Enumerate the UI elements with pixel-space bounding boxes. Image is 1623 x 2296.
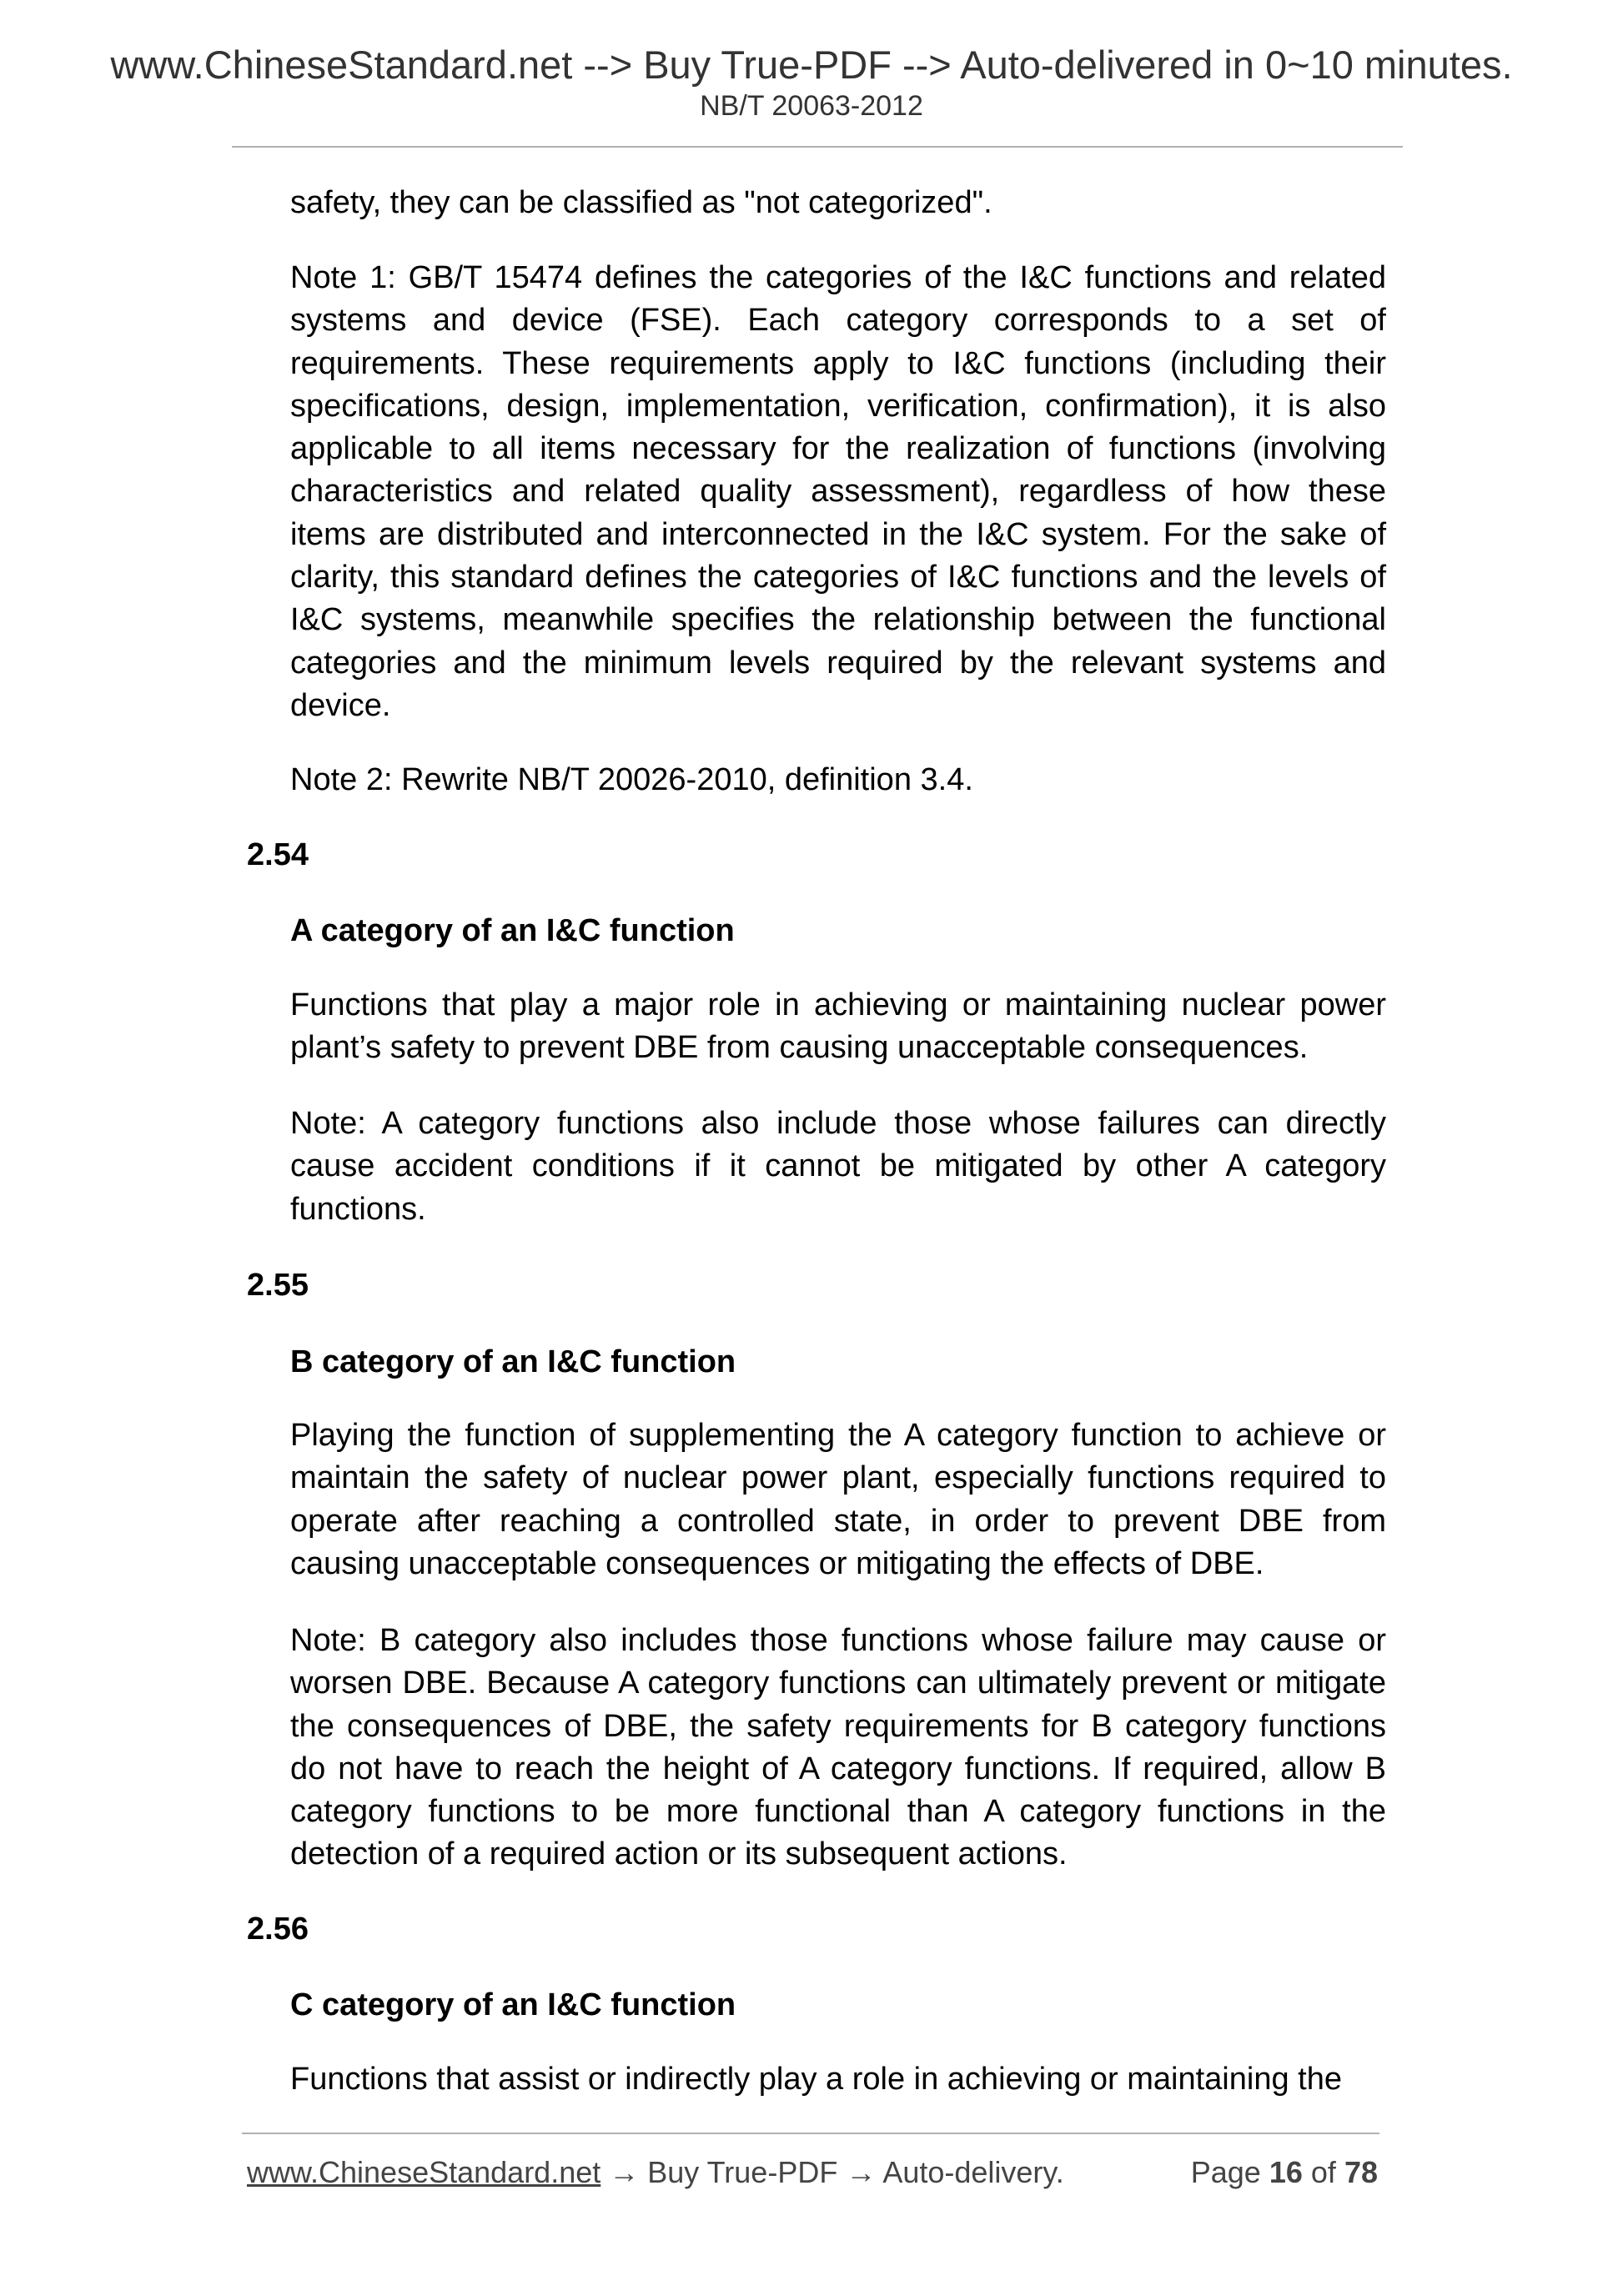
clause-number-2-54: 2.54 (247, 837, 309, 872)
standard-code: NB/T 20063-2012 (700, 90, 923, 122)
note-2-54: Note: A category functions also include those whose failures can directly cause accident conditions if it cannot be mitigated by other A category functions. (290, 1106, 1386, 1227)
total-pages-number: 78 (1344, 2155, 1378, 2189)
clause-number-2-55: 2.55 (247, 1268, 309, 1303)
definition-2-55: Playing the function of supplementing the A category function to achieve or maintain the safety of nuclear power plant, especially functions required to operate after reaching a controlled state, in order to prevent DBE from causing unacceptable consequences or mitigating the effects of DBE. (290, 1418, 1386, 1581)
page-indicator (1191, 2155, 1378, 2190)
footer-tagline: → Buy True-PDF → Auto-delivery. (600, 2155, 1064, 2189)
term-title-2-54: A category of an I&C function (290, 913, 735, 948)
term-title-2-55: B category of an I&C function (290, 1344, 736, 1379)
top-banner: www.ChineseStandard.net --> Buy True-PDF --> Auto-delivered in 0~10 minutes. (110, 43, 1513, 87)
definition-2-56: Functions that assist or indirectly play a role in achieving or maintaining the (290, 2062, 1342, 2097)
current-page-number: 16 (1269, 2155, 1303, 2189)
note-2-55: Note: B category also includes those functions whose failure may cause or worsen DBE. Because A category functions can ultimately prevent or mitigate the consequences of DBE, the safety requirements for B category functions do not have to reach the height of A category functions. If required, allow B category functions to be more functional than A category functions in the detection of a required action or its subsequent actions. (290, 1623, 1386, 1872)
of-label: of (1310, 2155, 1336, 2189)
footer-site-link[interactable]: www.ChineseStandard.net (247, 2155, 601, 2189)
note-1: Note 1: GB/T 15474 defines the categories of the I&C functions and related systems and device (FSE). Each category corresponds to a set of requirements. These requirements apply to I&C functions (including their specifications, design, implementation, verification, confirmation), it is also applicable to all items necessary for the realization of functions (involving characteristics and related quality assessment), regardless of how these items are distributed and interconnected in the I&C system. For the sake of clarity, this standard defines the categories of I&C functions and the levels of I&C systems, meanwhile specifies the relationship between the functional categories and the minimum levels required by the relevant systems and device. (290, 260, 1386, 723)
header-divider (232, 146, 1403, 148)
definition-2-54: Functions that play a major role in achieving or maintaining nuclear power plant’s safety to prevent DBE from causing unacceptable consequences. (290, 987, 1386, 1066)
term-title-2-56: C category of an I&C function (290, 1987, 736, 2022)
page-footer (247, 2155, 1378, 2190)
page-label: Page (1190, 2155, 1261, 2189)
note-2: Note 2: Rewrite NB/T 20026-2010, definition 3.4. (290, 762, 973, 797)
clause-number-2-56: 2.56 (247, 1912, 309, 1947)
intro-paragraph: safety, they can be classified as "not categorized". (290, 185, 992, 220)
footer-divider (242, 2133, 1379, 2134)
